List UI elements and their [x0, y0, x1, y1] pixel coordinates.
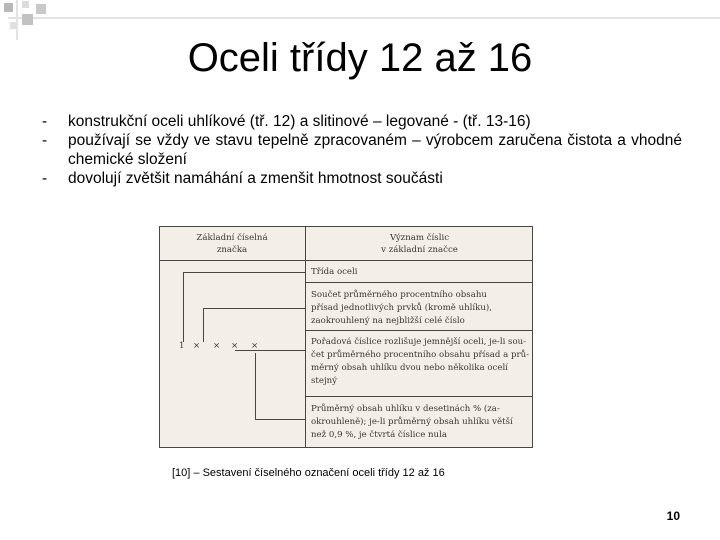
figure-caption: [10] – Sestavení číselného označení oceli třídy 12 až 16 [172, 467, 445, 479]
code-x: × [251, 341, 259, 351]
code-x: × [193, 341, 201, 351]
bullet-item [42, 169, 682, 188]
bullet-marker: - [42, 132, 48, 149]
row-class: Třída oceli [311, 267, 358, 277]
header-left-2: značka [216, 245, 248, 255]
scanned-figure [159, 226, 533, 448]
bullet-marker: - [42, 170, 48, 187]
bullet-text: konstrukční oceli uhlíkové (tř. 12) a slitinové – legované - (tř. 13-16) [68, 113, 531, 130]
page-number: 10 [666, 509, 680, 523]
bullet-item [42, 131, 682, 169]
code-x: × [213, 341, 221, 351]
header-right-2: v základní značce [381, 245, 458, 255]
bullet-item [42, 112, 682, 131]
row-order-line: stejný [311, 376, 338, 386]
row-sum-line: přísad jednotlivých prvků (kromě uhlíku), [311, 303, 492, 313]
decorative-squares [0, 0, 720, 40]
row-order-line: čet průměrného procentního obsahu přísad a prů- [311, 350, 530, 360]
row-order-line: Pořadová číslice rozlišuje jemnější oceli, je-li sou- [311, 337, 527, 347]
row-order-line: měrný obsah uhlíku dvou nebo několika ocelí [311, 363, 508, 373]
bullet-list [42, 112, 682, 188]
header-left-1: Základní číselná [196, 233, 268, 243]
row-sum-line: Součet průměrného procentního obsahu [311, 290, 487, 300]
bullet-marker: - [42, 113, 48, 130]
bullet-text: dovolují zvětšit namáhání a zmenšit hmotnost součásti [68, 170, 443, 187]
slide-title: Oceli třídy 12 až 16 [187, 36, 533, 80]
row-carbon-line: než 0,9 %, je čtvrtá číslice nula [311, 430, 447, 440]
bullet-text: používají se vždy ve stavu tepelně zpracovaném – výrobcem zaručena čistota a vhodné chemické složení [68, 132, 682, 168]
row-carbon-line: okrouhleně); je-li průměrný obsah uhlíku větší [311, 417, 513, 427]
row-carbon-line: Průměrný obsah uhlíku v desetinách % (za- [311, 404, 500, 414]
header-right-1: Význam číslic [389, 233, 450, 243]
row-sum-line: zaokrouhlený na nejbližší celé číslo [311, 316, 465, 326]
code-digit: 1 [179, 341, 185, 351]
code-x: × [231, 341, 239, 351]
